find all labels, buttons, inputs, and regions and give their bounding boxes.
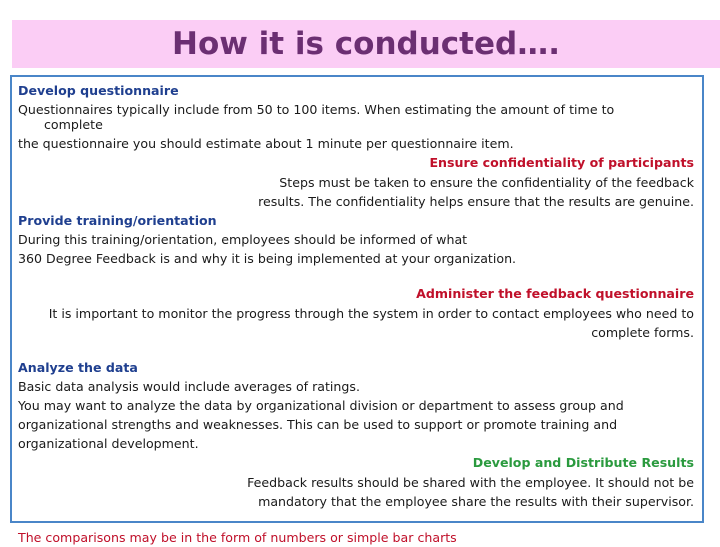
- heading-develop-questionnaire: Develop questionnaire: [18, 83, 179, 98]
- heading-provide-training: Provide training/orientation: [18, 213, 217, 228]
- distribute-line-2: mandatory that the employee share the results with their supervisor.: [258, 494, 694, 509]
- training-line-1: During this training/orientation, employees should be informed of what: [18, 232, 468, 247]
- slide-title: How it is conducted….: [172, 26, 560, 62]
- distribute-line-1: Feedback results should be shared with the employee. It should not be: [247, 475, 694, 490]
- training-line-2: 360 Degree Feedback is and why it is being implemented at your organization.: [18, 251, 517, 266]
- analyze-line-3: organizational strengths and weaknesses. This can be used to support or promote training and: [18, 417, 618, 432]
- analyze-line-1: Basic data analysis would include averages of ratings.: [18, 379, 360, 394]
- footer-note: The comparisons may be in the form of numbers or simple bar charts: [18, 530, 457, 545]
- content-box: [10, 75, 704, 523]
- heading-analyze-data: Analyze the data: [18, 360, 138, 375]
- heading-ensure-confidentiality: Ensure confidentiality of participants: [429, 155, 694, 170]
- develop-line-2: complete: [44, 117, 103, 132]
- administer-line-1: It is important to monitor the progress through the system in order to contact employees who need to: [48, 306, 694, 321]
- confidentiality-line-1: Steps must be taken to ensure the confidentiality of the feedback: [279, 175, 694, 190]
- develop-line-1: Questionnaires typically include from 50 to 100 items. When estimating the amount of time to: [18, 102, 615, 117]
- heading-distribute-results: Develop and Distribute Results: [472, 455, 694, 470]
- develop-line-3: the questionnaire you should estimate about 1 minute per questionnaire item.: [18, 136, 514, 151]
- confidentiality-line-2: results. The confidentiality helps ensure that the results are genuine.: [258, 194, 694, 209]
- analyze-line-2: You may want to analyze the data by organizational division or department to assess group and: [18, 398, 624, 413]
- heading-administer-questionnaire: Administer the feedback questionnaire: [416, 286, 694, 301]
- administer-line-2: complete forms.: [591, 325, 694, 340]
- analyze-line-4: organizational development.: [18, 436, 199, 451]
